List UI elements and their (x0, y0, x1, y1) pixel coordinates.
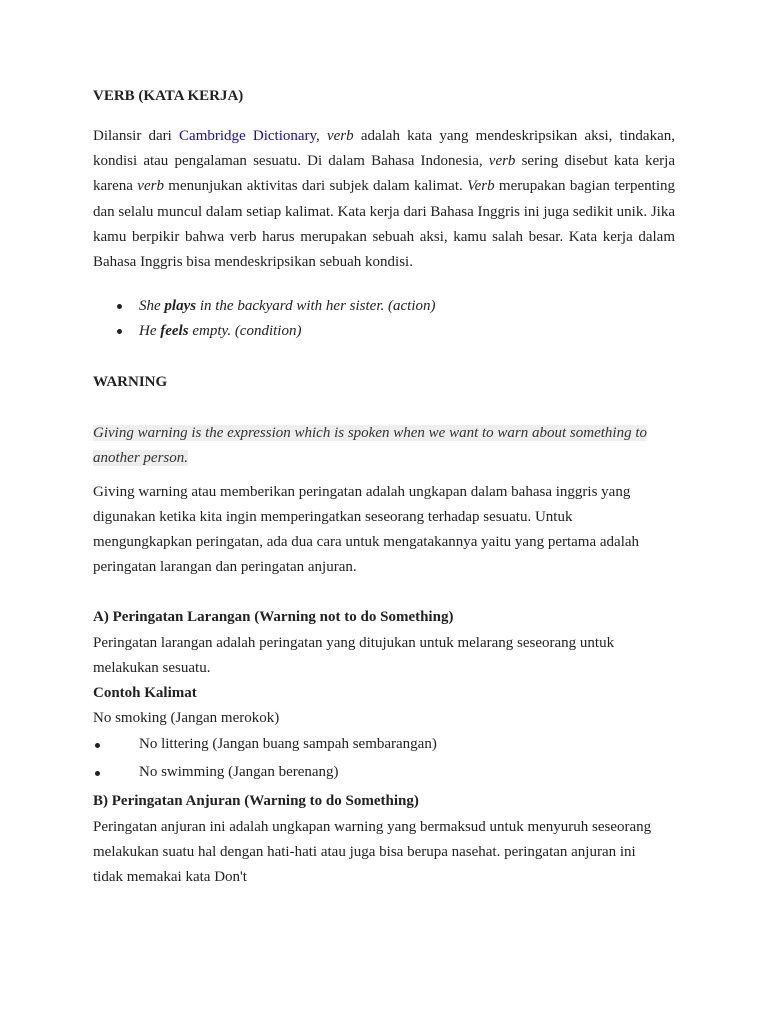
verb-example-1 (139, 296, 436, 316)
part-b-desc-line: melakukan suatu hal dengan hati-hati atau juga bisa berupa nasehat. peringatan anjuran ini (93, 844, 636, 860)
warning-heading: WARNING (93, 374, 168, 390)
part-a-desc-line: melakukan sesuatu. (93, 660, 211, 676)
part-a-heading: A) Peringatan Larangan (Warning not to do Something) (93, 609, 454, 625)
example-verb: feels (160, 323, 189, 339)
part-b-desc-line: Peringatan anjuran ini adalah ungkapan warning yang bermaksud untuk menyuruh seseorang (93, 819, 652, 835)
verb-example-2 (139, 321, 301, 341)
bullet-dot-icon (95, 743, 100, 748)
verb-term: Verb (467, 178, 495, 195)
bullet-dot-icon (117, 304, 122, 309)
warning-definition-quote (93, 421, 675, 471)
example-text: empty. (condition) (188, 323, 302, 339)
example-text: in the backyard with her sister. (action) (196, 298, 436, 314)
verb-heading: VERB (KATA KERJA) (93, 88, 244, 104)
bullet-dot-icon (95, 771, 100, 776)
verb-term: verb (326, 128, 354, 144)
quote-line: Giving warning is the expression which is spoken when we want to warn about something to (93, 425, 648, 441)
part-a-desc-line: Peringatan larangan adalah peringatan yang ditujukan untuk melarang seseorang untuk (93, 635, 615, 651)
warning-desc-line: mengungkapkan peringatan, ada dua cara untuk mengatakannya yaitu yang pertama adalah (93, 534, 640, 550)
part-b-heading: B) Peringatan Anjuran (Warning to do Something) (93, 793, 419, 809)
example-bullet: No littering (Jangan buang sampah sembarangan) (139, 736, 437, 752)
verb-intro-paragraph (93, 124, 675, 275)
example-text: She (139, 298, 165, 314)
example-text: He (139, 323, 161, 339)
part-b-desc-line: tidak memakai kata Don't (93, 869, 247, 885)
quote-line: another person. (93, 450, 188, 467)
intro-text: adalah kata yang mendeskripsikan aksi, tindakan, kondisi atau pengalaman sesuatu. Di dalam Bahasa Indonesia, (93, 128, 675, 170)
example-sentence: No smoking (Jangan merokok) (93, 710, 280, 726)
intro-prefix: Dilansir dari (93, 128, 180, 144)
intro-text: sering disebut kata kerja karena (93, 153, 675, 195)
example-verb: plays (164, 298, 197, 314)
warning-desc-line: peringatan larangan dan peringatan anjuran. (93, 559, 357, 575)
warning-desc-line: digunakan ketika kita ingin memperingatkan seseorang terhadap sesuatu. Untuk (93, 509, 573, 525)
intro-comma: , (316, 128, 327, 144)
verb-term: verb (137, 178, 164, 195)
cambridge-dictionary-link[interactable]: Cambridge Dictionary (179, 128, 317, 144)
example-heading: Contoh Kalimat (93, 685, 197, 701)
intro-text: menunjukan aktivitas dari subjek dalam kalimat. (163, 178, 468, 195)
verb-term: verb (488, 153, 516, 170)
example-bullet: No swimming (Jangan berenang) (139, 764, 339, 780)
bullet-dot-icon (117, 329, 122, 334)
intro-text: merupakan bagian terpenting dan selalu muncul dalam setiap kalimat. Kata kerja dari Bahasa Inggris ini juga sedikit unik. Jika kamu berpikir bahwa verb harus merupakan sebuah aksi, kamu salah besar. Kata kerja dalam Bahasa Inggris bisa mendeskripsikan sebuah kondisi. (93, 178, 676, 271)
warning-desc-line: Giving warning atau memberikan peringatan adalah ungkapan dalam bahasa inggris yang (93, 484, 631, 500)
